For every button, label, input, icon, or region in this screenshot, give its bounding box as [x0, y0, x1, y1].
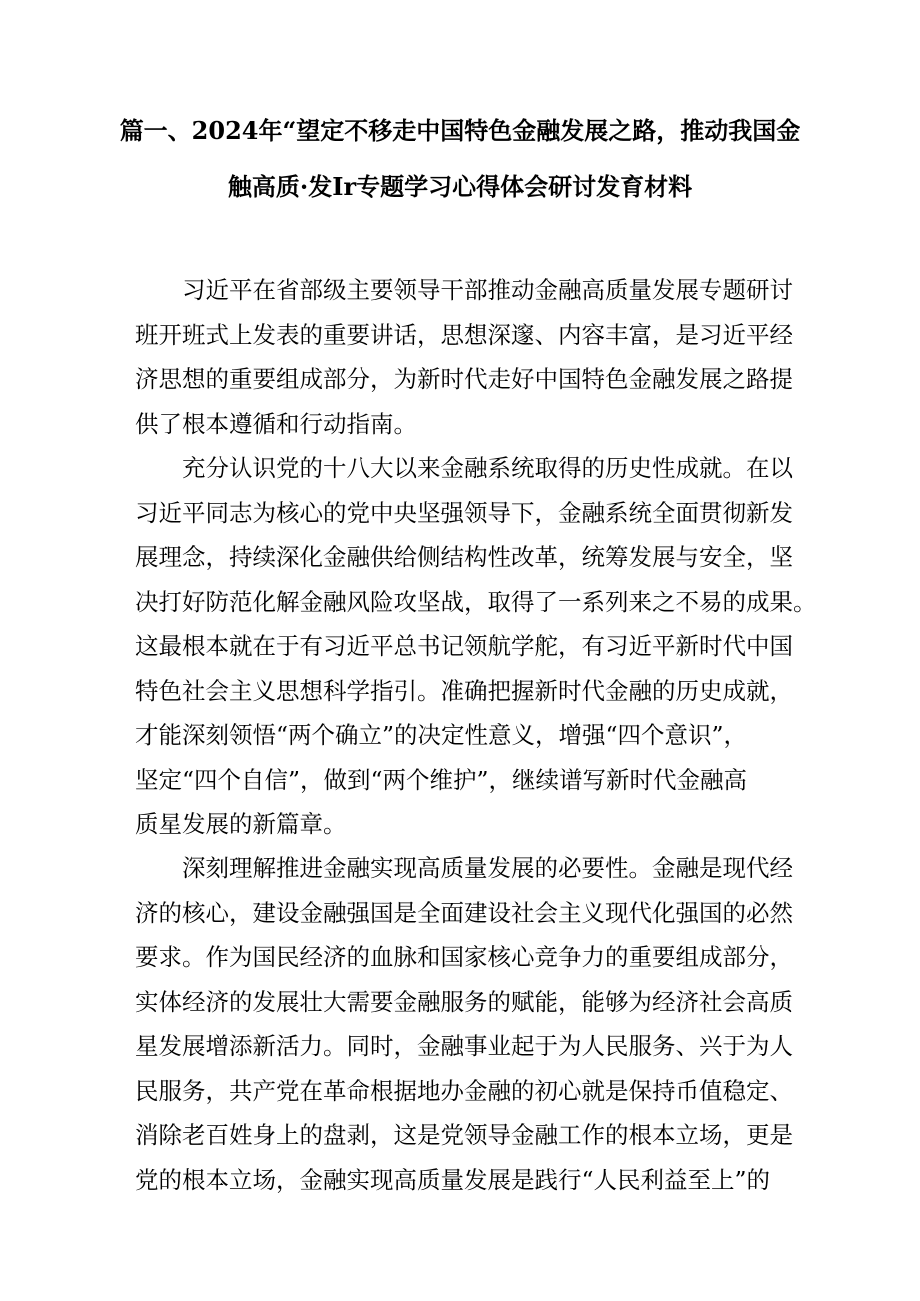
paragraph-line: 供了根本遵循和行动指南。: [135, 409, 417, 438]
paragraph-line: 济思想的重要组成部分，为新时代走好中国特色金融发展之路提: [135, 365, 793, 393]
paragraph-1: [135, 268, 795, 446]
paragraph-line: 充分认识党的十八大以来金融系统取得的历史性成就。在以: [182, 454, 793, 482]
paragraph-line: 民服务，共产党在革命根据地办金融的初心就是保持币值稳定、: [135, 1076, 793, 1105]
document-title-line-2: 触高质·发Ir专题学习心得体会研讨发育材料: [227, 172, 693, 201]
paragraph-line: 班开班式上发表的重要讲话，思想深邃、内容丰富，是习近平经: [135, 320, 793, 349]
paragraph-line: 消除老百姓身上的盘剥，这是党领导金融工作的根本立场，更是: [135, 1121, 793, 1149]
paragraph-line: 要求。作为国民经济的血脉和国家核心竞争力的重要组成部分，: [135, 943, 793, 971]
paragraph-line: 习近平在省部级主要领导干部推动金融高质量发展专题研讨: [182, 276, 793, 304]
paragraph-line: 才能深刻领悟“两个确立”的决定性意义，增强“四个意识”，: [135, 721, 748, 749]
paragraph-line: 深刻理解推进金融实现高质量发展的必要性。金融是现代经: [182, 854, 793, 882]
paragraph-line: 济的核心，建设金融强国是全面建设社会主义现代化强国的必然: [135, 898, 793, 927]
paragraph-line: 决打好防范化解金融风险攻坚战，取得了一系列来之不易的成果。: [135, 587, 817, 616]
paragraph-3: [135, 846, 795, 1202]
paragraph-line: 习近平同志为核心的党中央坚强领导下，金融系统全面贯彻新发: [135, 498, 793, 527]
paragraph-line: 星发展增添新活力。同时，金融事业起于为人民服务、兴于为人: [135, 1032, 793, 1060]
paragraph-line: 展理念，持续深化金融供给侧结构性改革，统筹发展与安全，坚: [135, 543, 793, 571]
paragraph-line: 质星发展的新篇章。: [135, 810, 347, 838]
document-title-line-1: 篇一、2024年“望定不移走中国特色金融发展之路，推动我国金: [119, 116, 801, 145]
paragraph-line: 特色社会主义思想科学指引。准确把握新时代金融的历史成就，: [135, 676, 793, 705]
paragraph-line: 这最根本就在于有习近平总书记领航学舵，有习近平新时代中国: [135, 632, 793, 660]
paragraph-line: 实体经济的发展壮大需要金融服务的赋能，能够为经济社会高质: [135, 987, 793, 1016]
paragraph-line: 党的根本立场，金融实现高质量发展是践行“人民利益至上”的: [135, 1165, 771, 1194]
paragraph-line: 坚定“四个自信”，做到“两个维护”，继续谱写新时代金融高: [135, 765, 748, 794]
paragraph-2: [135, 446, 817, 847]
